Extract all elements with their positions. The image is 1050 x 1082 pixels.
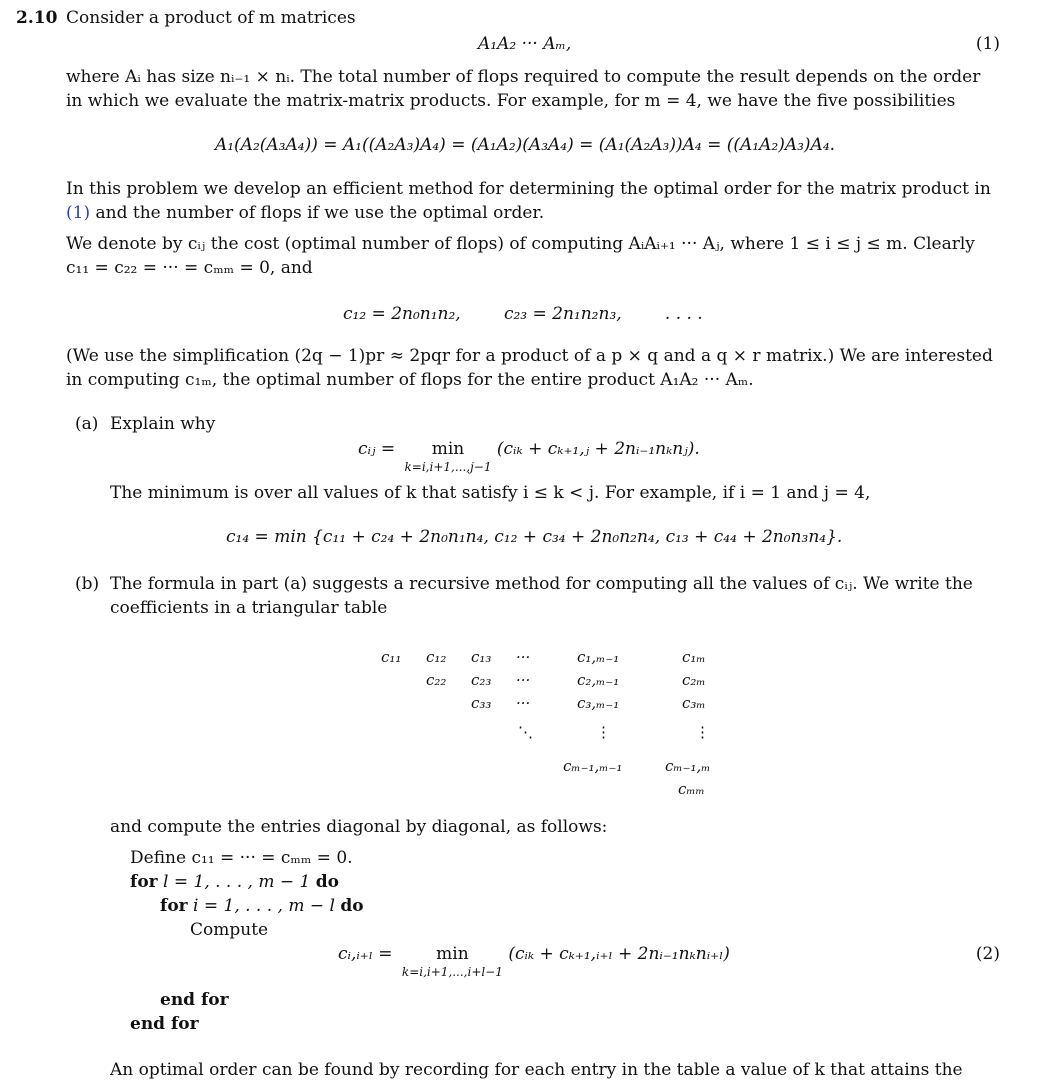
table-cell: c₂ₘ [682, 671, 706, 689]
problem-number: 2.10 [16, 8, 58, 28]
paragraph-size: where Aᵢ has size nᵢ₋₁ × nᵢ. The total number of flops required to compute the result depends on the order in which we evaluate the matrix-matrix products. For example, for m = 4, we have the five possibilities [66, 67, 981, 111]
part-b-label: (b) [75, 574, 100, 594]
equation-c14: c₁₄ = min {c₁₁ + c₂₄ + 2n₀n₁n₄, c₁₂ + c₃₄ + 2n₀n₂n₄, c₁₃ + c₄₄ + 2n₀n₃n₄}. [226, 527, 843, 547]
table-cell: c₂₂ [426, 671, 447, 689]
equation-c12-c23: c₁₂ = 2n₀n₁n₂, c₂₃ = 2n₁n₂n₃, . . . . [343, 304, 703, 324]
table-cell: c₁₃ [471, 648, 492, 666]
table-cell: ··· [516, 671, 531, 689]
table-cell: cₘ₋₁,ₘ₋₁ [563, 757, 623, 775]
algorithm-for-l: for l = 1, . . . , m − 1 do [130, 872, 339, 892]
equation-ref-link[interactable]: (1) [66, 203, 91, 223]
part-b-text: The formula in part (a) suggests a recursive method for computing all the values of cᵢⱼ. We write the coefficients in a triangular table [110, 574, 973, 618]
part-a-min-text: The minimum is over all values of k that satisfy i ≤ k < j. For example, if i = 1 and j = 4, [110, 483, 871, 503]
algorithm-end-outer: end for [130, 1014, 199, 1034]
table-cell: ··· [516, 694, 531, 712]
algorithm-define: Define c₁₁ = ··· = cₘₘ = 0. [130, 848, 353, 868]
table-cell: c₁,ₘ₋₁ [577, 648, 620, 666]
table-cell: cₘₘ [678, 780, 705, 798]
table-cell: ⋱ [518, 723, 533, 741]
equation-1-label: (1) [975, 34, 1000, 54]
paragraph-simplification: (We use the simplification (2q − 1)pr ≈ 2pqr for a product of a p × q and a q × r matrix.) We are interested in computing c₁ₘ, the optimal number of flops for the entire product A₁A₂ ··· Aₘ. [66, 346, 993, 390]
table-cell: cₘ₋₁,ₘ [665, 757, 711, 775]
table-cell: c₂,ₘ₋₁ [577, 671, 620, 689]
equation-cij: cᵢⱼ = min k=i,i+1,...,j−1 (cᵢₖ + cₖ₊₁,ⱼ + 2nᵢ₋₁nₖnⱼ). [358, 439, 700, 474]
table-cell: c₃ₘ [682, 694, 706, 712]
closing-paragraph: An optimal order can be found by recording for each entry in the table a value of k that attains the [110, 1060, 963, 1080]
paragraph-method: In this problem we develop an efficient method for determining the optimal order for the matrix product in (1) and the number of flops if we use the optimal order. [66, 179, 991, 223]
problem-intro: Consider a product of m matrices [66, 8, 356, 28]
part-b-after-table: and compute the entries diagonal by diagonal, as follows: [110, 817, 608, 837]
table-cell: ··· [516, 648, 531, 666]
table-cell: ⋮ [695, 723, 710, 741]
table-cell: c₃,ₘ₋₁ [577, 694, 620, 712]
equation-1: A₁A₂ ··· Aₘ, [478, 34, 572, 54]
part-a-text: Explain why [110, 414, 216, 434]
table-cell: c₁ₘ [682, 648, 706, 666]
table-cell: ⋮ [596, 723, 611, 741]
table-cell: c₁₁ [381, 648, 402, 666]
table-cell: c₂₃ [471, 671, 492, 689]
algorithm-for-i: for i = 1, . . . , m − l do [160, 896, 364, 916]
equation-2: cᵢ,ᵢ₊ₗ = min k=i,i+1,...,i+l−1 (cᵢₖ + cₖ₊₁,ᵢ₊ₗ + 2nᵢ₋₁nₖnᵢ₊ₗ) [338, 944, 730, 979]
table-cell: c₃₃ [471, 694, 492, 712]
paragraph-cost-definition: We denote by cᵢⱼ the cost (optimal number of flops) of computing AᵢAᵢ₊₁ ··· Aⱼ, where 1 ≤ i ≤ j ≤ m. Clearly c₁₁ = c₂₂ = ··· = cₘₘ = 0, and [66, 234, 975, 278]
equation-five-possibilities: A₁(A₂(A₃A₄)) = A₁((A₂A₃)A₄) = (A₁A₂)(A₃A₄) = (A₁(A₂A₃))A₄ = ((A₁A₂)A₃)A₄. [214, 135, 836, 155]
algorithm-compute: Compute [190, 920, 269, 940]
algorithm-end-inner: end for [160, 990, 229, 1010]
part-a-label: (a) [75, 414, 99, 434]
equation-2-label: (2) [975, 944, 1000, 964]
table-cell: c₁₂ [426, 648, 447, 666]
